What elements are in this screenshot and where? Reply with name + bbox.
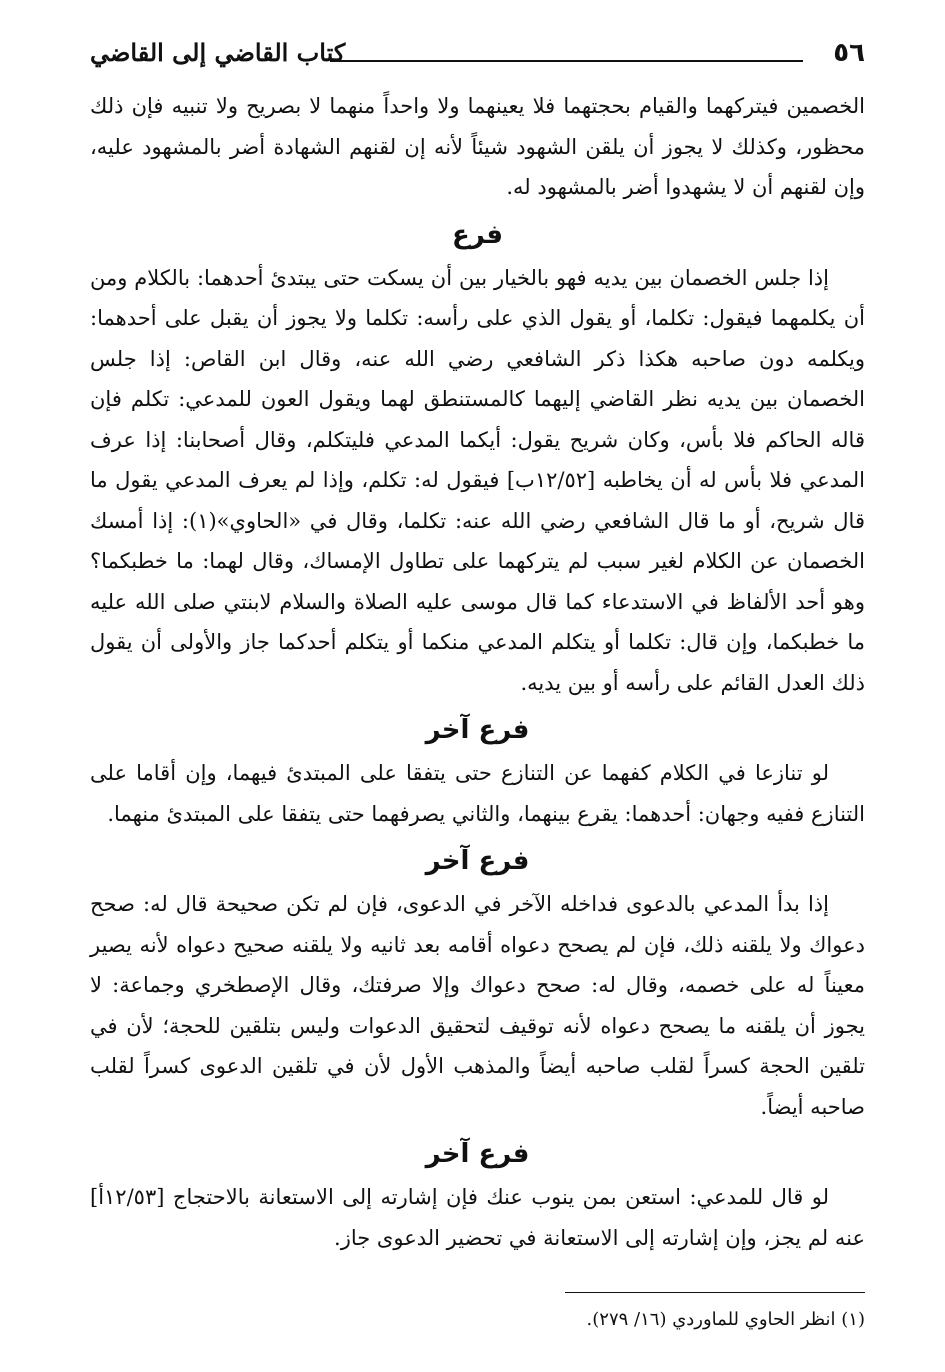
page-header bbox=[90, 30, 865, 86]
intro-paragraph: الخصمين فيتركهما والقيام بحجتهما فلا يعينهما ولا واحداً منهما لا بصريح ولا تنبيه فإن ذلك محظور، وكذلك لا يجوز أن يلقن الشهود شيئاً لأنه إن لقنهم الشهادة أضر بالمشهود عليه، وإن لقنهم أن لا يشهدوا أضر بالمشهود له. bbox=[90, 94, 865, 199]
page-number: ٥٦ bbox=[833, 38, 865, 68]
section-paragraph: إذا بدأ المدعي بالدعوى فداخله الآخر في الدعوى، فإن لم تكن صحيحة قال له: صحح دعواك ولا يلقنه ذلك، فإن لم يصحح دعواه أقامه بعد ثانيه ولا يلقنه صحيح دعواه لأنه يصير معيناً له على خصمه، وقال له: صحح دعواك وإلا صرفتك، وقال الإصطخري وجماعة: لا يجوز أن يلقنه ما يصحح دعواه لأنه توقيف لتحقيق الدعوات وليس بتلقين للحجة؛ لأن في تلقين الحجة كسراً لقلب صاحبه أيضاً والمذهب الأول لأن في تلقين الدعوى كسراً لقلب صاحبه أيضاً. bbox=[90, 892, 865, 1119]
footnote: (١) انظر الحاوي للماوردي (١٦/ ٢٧٩). bbox=[586, 1309, 865, 1330]
footnote-rule bbox=[565, 1292, 865, 1293]
section-paragraph: إذا جلس الخصمان بين يديه فهو بالخيار بين أن يسكت حتى يبتدئ أحدهما: بالكلام ومن أن يكلمهما فيقول: تكلما، أو يقول الذي على رأسه: تكلما ولا يجوز أن يقبل على أحدهما: ويكلمه دون صاحبه هكذا ذكر الشافعي رضي الله عنه، وقال ابن القاص: إذا جلس الخصمان بين يديه نظر القاضي إليهما كالمستنطق لهما ويقول العون للمدعي: تكلم فإن قاله الحاكم فلا بأس، وكان شريح يقول: أيكما المدعي فليتكلم، وقال أصحابنا: إذا عرف المدعي فلا بأس له أن يخاطبه [١٢/٥٢ب] فيقول له: تكلم، وإذا لم يعرف المدعي يقول ما قال شريح، أو ما قال الشافعي رضي الله عنه: تكلما، وقال في «الحاوي»(١): إذا أمسك الخصمان عن الكلام لغير سبب لم يتركهما على تطاول الإمساك، وقال لهما: ما خطبكما؟ وهو أحد الألفاظ في الاستدعاء كما قال موسى عليه الصلاة والسلام لابنتي صلى الله عليه ما خطبكما، وإن قال: تكلما أو يتكلم المدعي منكما أو يتكلم أحدكما جاز والأولى أن يقول ذلك العدل القائم على رأسه أو بين يديه. bbox=[90, 265, 865, 695]
section-paragraph: لو قال للمدعي: استعن بمن ينوب عنك فإن إشارته إلى الاستعانة بالاحتجاج [١٢/٥٣أ] عنه لم يجز، وإن إشارته إلى الاستعانة في تحضير الدعوى جاز. bbox=[90, 1185, 865, 1250]
header-rule bbox=[330, 60, 803, 62]
section-paragraph: لو تنازعا في الكلام كفهما عن التنازع حتى يتفقا على المبتدئ فيهما، وإن أقاما على التنازع ففيه وجهان: أحدهما: يقرع بينهما، والثاني يصرفهما حتى يتفقا على المبتدئ منهما. bbox=[90, 761, 865, 826]
section-heading: فرع آخر bbox=[425, 1139, 530, 1169]
section-heading: فرع آخر bbox=[425, 715, 530, 745]
section-heading: فرع آخر bbox=[425, 846, 530, 876]
book-page bbox=[90, 30, 865, 1353]
section-heading: فرع bbox=[452, 219, 503, 250]
running-title: كتاب القاضي إلى القاضي bbox=[90, 38, 346, 67]
